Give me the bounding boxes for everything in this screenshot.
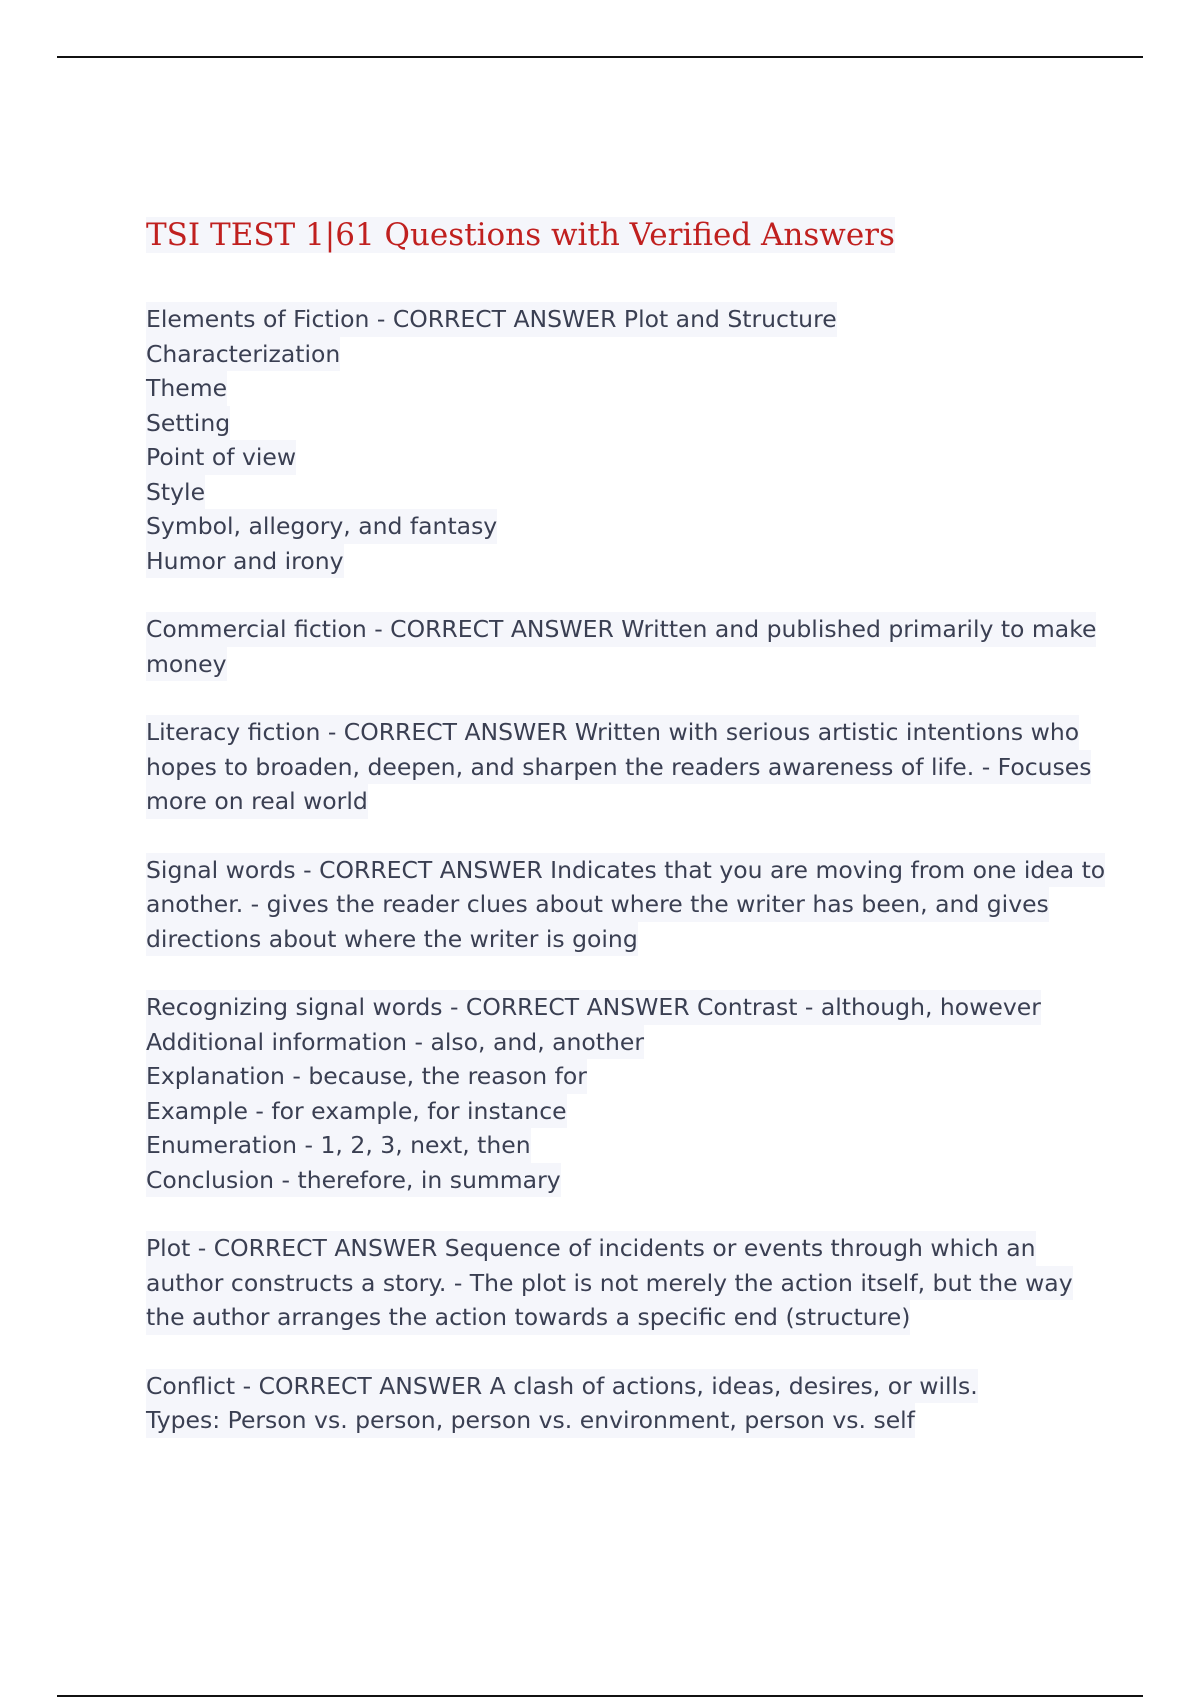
entry-line: another. - gives the reader clues about where the writer has been, and gives — [146, 887, 1049, 922]
qa-entry-signal-words — [146, 853, 1106, 957]
entry-line: Plot - CORRECT ANSWER Sequence of incidents or events through which an — [146, 1231, 1036, 1266]
entry-line: Conflict - CORRECT ANSWER A clash of actions, ideas, desires, or wills. — [146, 1369, 978, 1404]
document-body — [146, 210, 1106, 1472]
entry-line: Elements of Fiction - CORRECT ANSWER Plot and Structure — [146, 302, 837, 337]
qa-entry-commercial-fiction — [146, 612, 1097, 681]
entry-line: Commercial fiction - CORRECT ANSWER Written and published primarily to make — [146, 612, 1096, 647]
entry-line: directions about where the writer is going — [146, 922, 638, 957]
entry-line: more on real world — [146, 784, 368, 819]
qa-entry-recognizing-signal-words — [146, 990, 1076, 1197]
entry-line: Setting — [146, 406, 230, 441]
entry-line: Additional information - also, and, another — [146, 1025, 644, 1060]
entry-line: Signal words - CORRECT ANSWER Indicates that you are moving from one idea to — [146, 853, 1105, 888]
entry-line: Conclusion - therefore, in summary — [146, 1163, 561, 1198]
qa-entry-literacy-fiction — [146, 715, 1092, 819]
qa-entry-plot — [146, 1231, 1076, 1335]
entry-line: Theme — [146, 371, 227, 406]
entry-line: Humor and irony — [146, 544, 344, 579]
entry-line: Literacy fiction - CORRECT ANSWER Written with serious artistic intentions who — [146, 715, 1079, 750]
document-title-text: TSI TEST 1|61 Questions with Verified Answers — [146, 217, 895, 253]
bottom-rule — [57, 1695, 1143, 1697]
entry-line: Recognizing signal words - CORRECT ANSWER Contrast - although, however — [146, 990, 1041, 1025]
top-rule — [57, 56, 1143, 58]
entry-line: Point of view — [146, 440, 296, 475]
qa-entry-conflict — [146, 1369, 1076, 1438]
entry-line: money — [146, 647, 227, 682]
entry-line: hopes to broaden, deepen, and sharpen the readers awareness of life. - Focuses — [146, 750, 1091, 785]
entry-line: Example - for example, for instance — [146, 1094, 567, 1129]
qa-entry-elements-of-fiction — [146, 302, 1076, 578]
entry-line: the author arranges the action towards a specific end (structure) — [146, 1300, 910, 1335]
entry-line: Style — [146, 475, 205, 510]
entry-line: Symbol, allegory, and fantasy — [146, 509, 497, 544]
entry-line: Characterization — [146, 337, 340, 372]
entry-line: Enumeration - 1, 2, 3, next, then — [146, 1128, 531, 1163]
entry-line: Types: Person vs. person, person vs. environment, person vs. self — [146, 1403, 915, 1438]
entry-line: Explanation - because, the reason for — [146, 1059, 587, 1094]
document-title — [146, 210, 1076, 260]
entry-line: author constructs a story. - The plot is not merely the action itself, but the way — [146, 1266, 1073, 1301]
